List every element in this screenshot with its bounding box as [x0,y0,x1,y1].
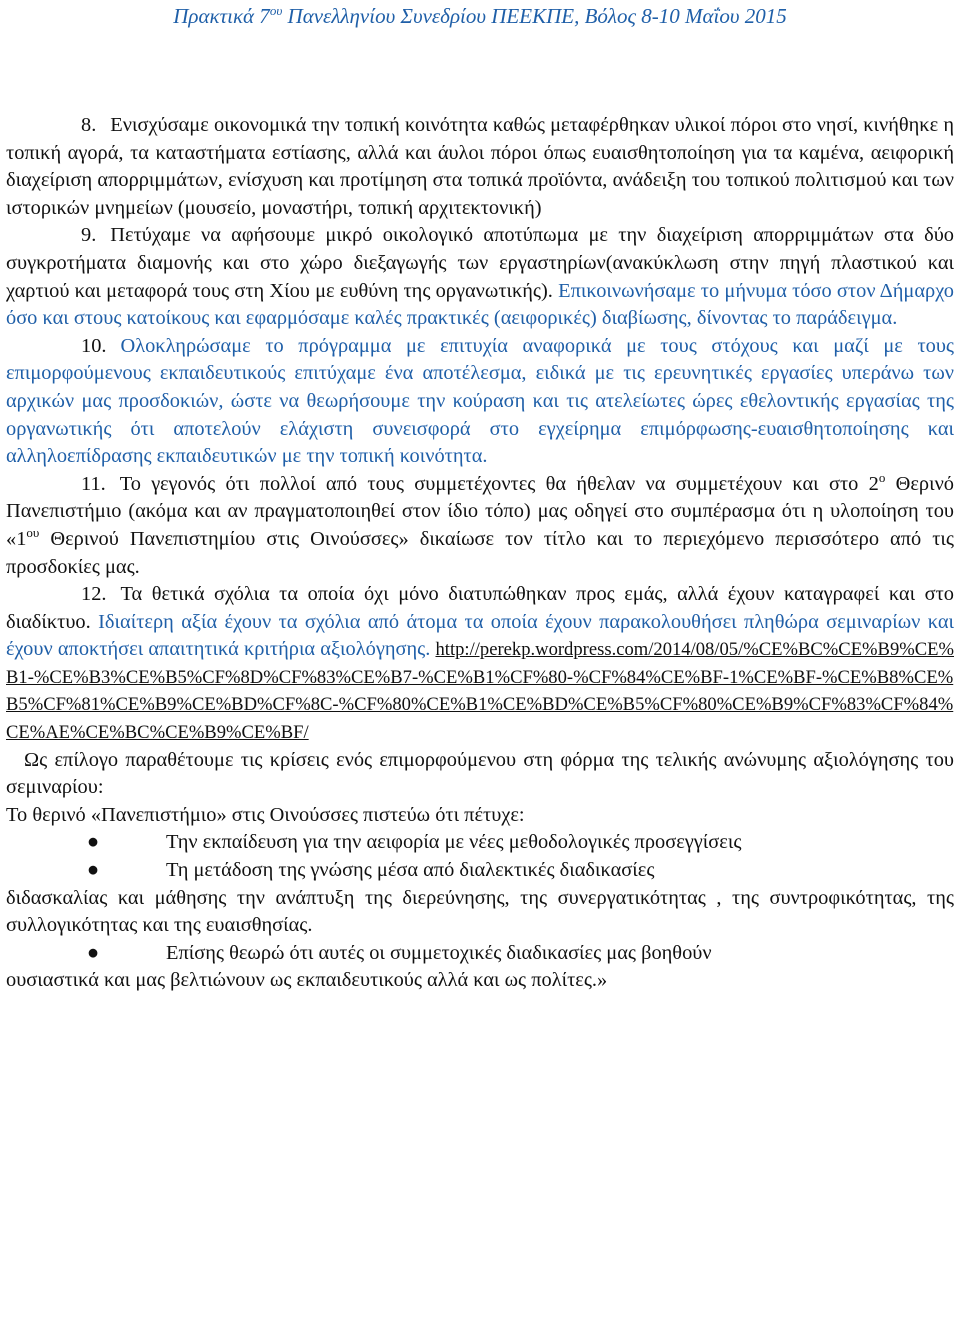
paragraph-8 [6,112,954,222]
quote-intro: Το θερινό «Πανεπιστήμιο» στις Οινούσσες πιστεύω ότι πέτυχε: [6,803,525,826]
bullet-text: Την εκπαίδευση για την αειφορία με νέες μεθοδολογικές προσεγγίσεις [166,831,742,854]
paragraph-text: Το γεγονός ότι πολλοί από τους συμμετέχοντες θα ήθελαν να συμμετέχουν και στο 2 [119,472,879,495]
document-body [6,112,954,995]
paragraph-11 [6,471,954,581]
epilogue-text: Ως επίλογο παραθέτουμε τις κρίσεις ενός επιμορφούμενου στη φόρμα της τελικής ανώνυμης αξιολόγησης του σεμιναρίου: [6,748,954,799]
paragraph-number: 10. [81,334,107,357]
comment-url-link[interactable]: http://perekp.wordpress.com/2014/08/05/%CE%BC%CE%B9%CE%B1-%CE%B3%CE%B5%CF%8D%CF%83%CE%B7-%CE%B1%CF%80-%CF%84%CE%BF-1%CE%BF-%CE%B8%CE%B5%CF%81%CE%B9%CE%BD%CF%8C-%CF%80%CE%B1%CE%BD%CE%B5%CF%80%CE%B9%CF%83%CF%84%CE%AE%CE%BC%CE%B9%CE%BF/ [6,639,954,744]
paragraph-text: Τα θετικά σχόλια τα οποία όχι μόνο διατυπώθηκαν προς εμάς, αλλά έχουν καταγραφεί και στο διαδίκτυο. [6,583,954,633]
paragraph-number: 9. [81,224,97,247]
bullet-item-2 [6,857,954,885]
header-prefix: Πρακτικά 7 [173,4,270,28]
running-header [0,4,960,29]
paragraph-number: 11. [81,472,106,495]
bullet-icon: ● [86,859,100,882]
bullet-text: Τη μετάδοση της γνώσης μέσα από διαλεκτικές διαδικασίες [166,859,655,882]
paragraph-number: 8. [81,114,97,136]
header-sup: ου [269,3,283,18]
paragraph-text: Θερινό Πανεπιστήμιο (ακόμα και αν πραγματοποιηθεί στον ίδιο τόπο) μας οδηγεί στο συμπέρασμα ότι η υλοποίηση του «1 [6,472,955,550]
bullet-item-3 [6,940,954,968]
bullet-item-1 [6,829,954,857]
paragraph-text-highlight: Ιδιαίτερη αξία έχουν τα σχόλια από άτομα τα οποία έχουν παρακολουθήσει πληθώρα σεμιναρίων και έχουν αποκτήσει απαιτητικά κριτήρια αξιολόγησης. [6,610,954,661]
paragraph-12 [6,581,954,747]
paragraph-10 [6,333,954,471]
bullet-icon: ● [86,941,100,964]
paragraph-text-highlight: Επικοινωνήσαμε το μήνυμα τόσο στον Δήμαρχο όσο και στους κατοίκους και εφαρμόσαμε καλές πρακτικές (αειφορικές) διαβίωσης, δίνοντας το παράδειγμα. [6,279,954,330]
header-suffix: Πανελληνίου Συνεδρίου ΠΕΕΚΠΕ, Βόλος 8-10 Μαΐου 2015 [282,4,787,28]
paragraph-number: 12. [81,583,107,606]
paragraph-9 [6,222,954,332]
superscript: ο [878,469,886,485]
paragraph-text: Ενισχύσαμε οικονομικά την τοπική κοινότητα καθώς μεταφέρθηκαν υλικοί πόροι στο νησί, κινήθηκε η τοπική αγορά, τα καταστήματα εστίασης, αλλά και άυλοι πόροι όπως ευαισθητοποίηση για τα καμένα, αειφορική διαχείριση απορριμμάτων, ενίσχυση και προτίμηση στα τοπικά προϊόντα, ανάδειξη του τοπικού πολιτισμού και των ιστορικών μνημείων (μουσείο, μοναστήρι, τοπική αρχιτεκτονική) [6,114,954,219]
bullet-text: Επίσης θεωρώ ότι αυτές οι συμμετοχικές διαδικασίες μας βοηθούν [166,941,712,964]
paragraph-text: Πετύχαμε να αφήσουμε μικρό οικολογικό αποτύπωμα με την διαχείριση απορριμμάτων στα δύο συγκροτήματα διαμονής και στο χώρο διεξαγωγής των εργαστηρίων(ανακύκλωση στην πηγή πλαστικού και χαρτιού και μεταφορά τους στη Χίου με ευθύνη της οργανωτικής). [6,224,954,302]
bullet-item-3-continuation: ουσιαστικά και μας βελτιώνουν ως εκπαιδευτικούς αλλά και ως πολίτες.» [6,969,608,992]
bullet-item-2-continuation: διδασκαλίας και μάθησης την ανάπτυξη της διερεύνησης, της συνεργατικότητας , της συντροφικότητας, της συλλογικότητας και της ευαισθησίας. [6,886,954,937]
superscript: ου [26,525,40,541]
paragraph-text: Θερινού Πανεπιστημίου στις Οινούσσες» δικαίωσε τον τίτλο και το περιεχόμενο περισσότερο από τις προσδοκίες μας. [6,527,954,578]
paragraph-text-highlight: Ολοκληρώσαμε το πρόγραμμα με επιτυχία αναφορικά με τους στόχους και μαζί με τους επιμορφούμενους εκπαιδευτικούς επιτύχαμε ένα αποτέλεσμα, ειδικά με τις ερευνητικές εργασίες υπεράνω των αρχικών μας προσδοκιών, ώστε να θεωρήσουμε την κούραση και τις ατελείωτες ώρες εθελοντικής εργασίας της οργανωτικής ότι αποτελούν ελάχιστη συνεισφορά στο εγχείρημα επιμόρφωσης-ευαισθητοποίησης και αλληλοεπίδρασης εκπαιδευτικών με την τοπική κοινότητα. [6,334,954,468]
bullet-icon: ● [86,831,100,854]
